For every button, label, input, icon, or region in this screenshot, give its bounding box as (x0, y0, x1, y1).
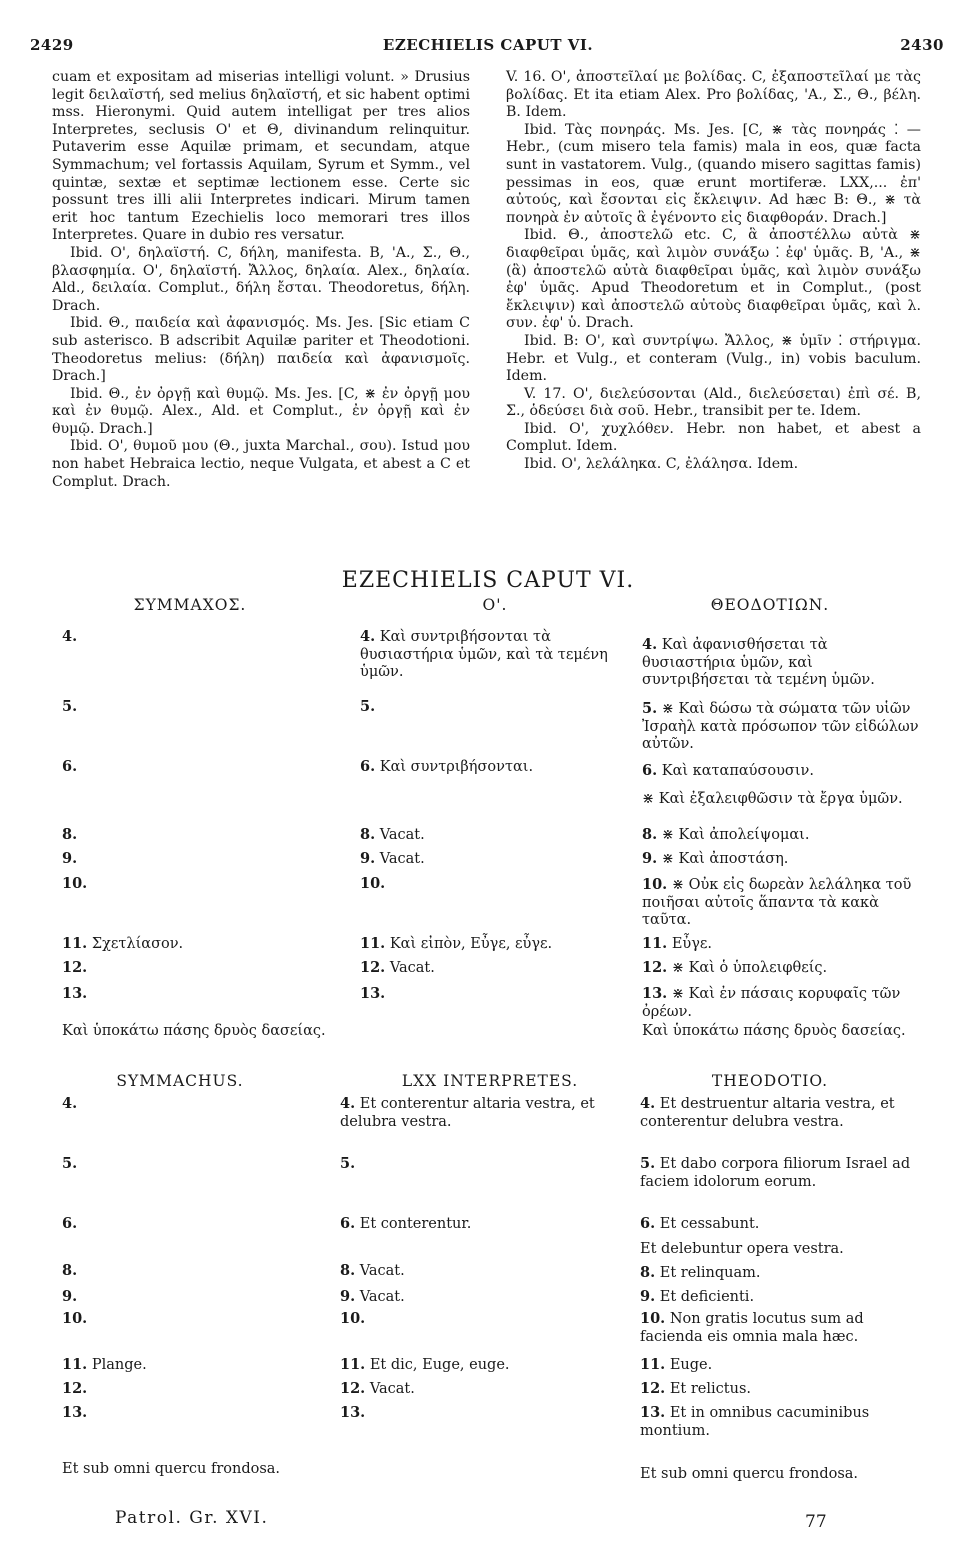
verse-number: 8. (360, 826, 376, 843)
theodotion-verse (640, 1310, 922, 1346)
lxx-verse (340, 1288, 620, 1307)
verse-text: Et dic, Euge, euge. (369, 1357, 510, 1373)
verse-number: 6. (640, 1215, 656, 1232)
symmachus-verse (62, 1262, 342, 1281)
theodotion-verse (640, 1356, 922, 1375)
verse-text: ⋇ Καὶ ἐξαλειφθῶσιν τὰ ἔργα ὑμῶν. (642, 791, 903, 807)
page-number-left: 2429 (30, 36, 74, 54)
lxx-verse (340, 1380, 620, 1399)
verse-number: 5. (642, 700, 658, 717)
theodotion-verse (642, 876, 924, 930)
theodotion-verse (642, 850, 924, 869)
verse-number: 13. (640, 1404, 666, 1421)
note-paragraph: Ibid. B: O', καὶ συντρίψω. Ἄλλος, ⋇ ὑμῖν ⁚ στήριγμα. Hebr. et Vulg., et conteram (Vulg., in) vobis baculum. Idem. (506, 332, 921, 385)
verse-number: 11. (642, 935, 668, 952)
verse-number: 13. (340, 1404, 366, 1421)
verse-text: Vacat. (379, 827, 425, 843)
symmachus-verse (62, 1288, 342, 1307)
symmachus-verse (62, 1022, 330, 1041)
verse-text: Καὶ ὑποκάτω πάσης δρυὸς δασείας. (62, 1023, 326, 1039)
lxx-verse (360, 628, 632, 682)
verse-number: 13. (360, 985, 386, 1002)
verse-text: ⋇ Καὶ ἀποστάση. (661, 851, 789, 867)
verse-text: Εὖγε. (671, 936, 713, 952)
verse-number: 9. (340, 1288, 356, 1305)
lxx-verse (360, 850, 632, 869)
verse-text: ⋇ Καὶ δώσω τὰ σώματα τῶν υἱῶν Ἰσραὴλ κατὰ πρόσωπον τῶν εἰδώλων αὐτῶν. (642, 701, 919, 752)
theodotion-verse (642, 762, 924, 781)
symmachus-verse (62, 935, 330, 954)
symmachus-verse (62, 826, 330, 845)
theodotion-verse (640, 1465, 922, 1484)
verse-text: Et relictus. (669, 1381, 751, 1397)
verse-number: 5. (62, 698, 78, 715)
verse-text: Vacat. (379, 851, 425, 867)
symmachus-verse (62, 1095, 342, 1114)
verse-number: 6. (62, 1215, 78, 1232)
note-paragraph: Ibid. O', δηλαϊστή. C, δήλη, manifesta. B, 'A., Σ., Θ., βλασφημία. O', δηλαϊστή. Ἄλλος, δηλαία. Alex., δηλαία. Ald., δειλαία. Complut., δήλη ἔσται. Theodoretus, δήλη. Drach. (52, 244, 470, 314)
lxx-verse (340, 1095, 620, 1131)
verse-number: 12. (62, 959, 88, 976)
symmachus-verse (62, 959, 330, 978)
verse-text: ⋇ Καὶ ἐν πάσαις κορυφαῖς τῶν ὀρέων. (642, 986, 901, 1020)
verse-text: Vacat. (359, 1263, 405, 1279)
verse-number: 9. (642, 850, 658, 867)
symmachus-verse (62, 1460, 342, 1479)
lxx-verse (340, 1155, 620, 1174)
verse-text: Σχετλίασον. (91, 936, 184, 952)
footer-series: Patrol. Gr. XVI. (115, 1508, 269, 1528)
verse-number: 8. (640, 1264, 656, 1281)
latin-head-theodotion: THEODOTIO. (711, 1072, 829, 1090)
verse-number: 10. (642, 876, 668, 893)
theodotion-verse (642, 636, 924, 690)
theodotion-verse (640, 1288, 922, 1307)
footer-page-number: 77 (805, 1512, 827, 1532)
verse-number: 8. (62, 1262, 78, 1279)
verse-text: Et deficienti. (659, 1289, 755, 1305)
verse-number: 4. (62, 628, 78, 645)
verse-number: 6. (360, 758, 376, 775)
greek-head-theodotion: ΘΕΟΔΟΤΙΩΝ. (710, 596, 830, 614)
verse-text: Et dabo corpora filiorum Israel ad faciem idolorum eorum. (640, 1156, 911, 1190)
verse-text: ⋇ Οὐκ εἰς δωρεὰν λελάληκα τοῦ ποιῆσαι αὐτοῖς ἅπαντα τὰ κακὰ ταῦτα. (642, 877, 912, 928)
symmachus-verse (62, 1404, 342, 1423)
verse-number: 11. (640, 1356, 666, 1373)
verse-number: 8. (642, 826, 658, 843)
verse-number: 8. (340, 1262, 356, 1279)
verse-number: 11. (360, 935, 386, 952)
theodotion-verse (642, 935, 924, 954)
verse-text: ⋇ Καὶ ὁ ὑπολειφθείς. (671, 960, 828, 976)
verse-number: 10. (340, 1310, 366, 1327)
theodotion-verse (640, 1095, 922, 1131)
verse-number: 10. (360, 875, 386, 892)
lxx-verse (360, 959, 632, 978)
verse-number: 11. (62, 935, 88, 952)
verse-text: Et sub omni quercu frondosa. (62, 1461, 281, 1477)
verse-text: Et conterentur. (359, 1216, 472, 1232)
note-paragraph: Ibid. Θ., ἀποστελῶ etc. C, ἃ ἀποστέλλω αὐτὰ ⋇ διαφθεῖραι ὑμᾶς, καὶ λιμὸν συνάξω ⁚ ἐφ' ὑμᾶς. B, 'A., ⋇ (ἃ) ἀποστελῶ αὐτὰ διαφθεῖραι ὑμᾶς, καὶ λιμὸν συνάξω ἐφ' ὑμᾶς. Apud Theodoretum et in Complut., (post ἔκλειψιν) καὶ ἀποστελῶ αὐτοὺς διαφθεῖραι ὑμᾶς, καὶ λ. συν. ἐφ' ὑ. Drach. (506, 227, 921, 332)
latin-head-lxx: LXX INTERPRETES. (401, 1072, 579, 1090)
greek-head-symmachus: ΣΥΜΜΑΧΟΣ. (133, 596, 247, 614)
verse-text: Καὶ ὑποκάτω πάσης δρυὸς δασείας. (642, 1023, 906, 1039)
lxx-verse (360, 698, 632, 717)
verse-text: Vacat. (359, 1289, 405, 1305)
verse-number: 12. (360, 959, 386, 976)
lxx-verse (340, 1356, 620, 1375)
note-paragraph: V. 17. O', διελεύσονται (Ald., διελεύσεται) ἐπὶ σέ. B, Σ., ὁδεύσει διὰ σοῦ. Hebr., transibit per te. Idem. (506, 385, 921, 420)
verse-number: 6. (340, 1215, 356, 1232)
verse-number: 4. (62, 1095, 78, 1112)
theodotion-verse (640, 1240, 922, 1259)
verse-text: Vacat. (389, 960, 435, 976)
verse-number: 11. (62, 1356, 88, 1373)
verse-text: Euge. (669, 1357, 713, 1373)
running-title: EZECHIELIS CAPUT VI. (382, 36, 594, 54)
verse-text: Et in omnibus cacuminibus montium. (640, 1405, 870, 1439)
theodotion-verse (640, 1404, 922, 1440)
verse-number: 10. (62, 1310, 88, 1327)
symmachus-verse (62, 875, 330, 894)
verse-number: 4. (640, 1095, 656, 1112)
verse-text: Non gratis locutus sum ad facienda eis omnia mala hæc. (640, 1311, 864, 1345)
verse-text: Καὶ καταπαύσουσιν. (661, 763, 814, 779)
notes-right-column (506, 69, 921, 474)
theodotion-verse (640, 1264, 922, 1283)
symmachus-verse (62, 628, 330, 647)
symmachus-verse (62, 1215, 342, 1234)
symmachus-verse (62, 985, 330, 1004)
lxx-verse (340, 1310, 620, 1329)
lxx-verse (360, 758, 632, 777)
verse-number: 12. (642, 959, 668, 976)
theodotion-verse (640, 1155, 922, 1191)
lxx-verse (360, 826, 632, 845)
verse-number: 4. (360, 628, 376, 645)
lxx-verse (360, 875, 632, 894)
symmachus-verse (62, 1380, 342, 1399)
note-paragraph: cuam et expositam ad miserias intelligi volunt. » Drusius legit δειλαϊστή, sed melius δηλαϊστή, et sic habent optimi mss. Hieronymi. Quid autem intelligat per tres alios Interpretes, seclusis O' et Θ, divinandum relinquitur. Putaverim esse Aquilæ primam, et secundam, atque Symmachum; vel fortassis Aquilam, Syrum et Symm., vel quintæ, sextæ et septimæ lectionem esse. Certe sic possunt tres illi alii Interpretes indicari. Mirum tamen erit hoc tantum Ezechielis loco memorari tres illos Interpretes. Quare in dubio res versatur. (52, 69, 470, 244)
verse-text: Καὶ συντριβήσονται τὰ θυσιαστήρια ὑμῶν, καὶ τὰ τεμένη ὑμῶν. (360, 629, 608, 680)
note-paragraph: Ibid. Θ., ἐν ὀργῇ καὶ θυμῷ. Ms. Jes. [C, ⋇ ἐν ὀργῇ μου καὶ ἐν θυμῷ. Alex., Ald. et Complut., ἐν ὀργῇ καὶ ἐν θυμῷ. Drach.] (52, 385, 470, 437)
verse-number: 13. (62, 985, 88, 1002)
verse-text: Et relinquam. (659, 1265, 761, 1281)
chapter-title: EZECHIELIS CAPUT VI. (341, 568, 635, 593)
lxx-verse (340, 1404, 620, 1423)
verse-text: Καὶ ἀφανισθήσεται τὰ θυσιαστήρια ὑμῶν, καὶ συντριβήσεται τὰ τεμένη ὑμῶν. (642, 637, 875, 688)
theodotion-verse (642, 826, 924, 845)
verse-number: 8. (62, 826, 78, 843)
symmachus-verse (62, 1310, 342, 1329)
lxx-verse (340, 1262, 620, 1281)
symmachus-verse (62, 698, 330, 717)
symmachus-verse (62, 850, 330, 869)
verse-text: Et conterentur altaria vestra, et delubra vestra. (340, 1096, 595, 1130)
verse-text: Et delebuntur opera vestra. (640, 1241, 844, 1257)
note-paragraph: Ibid. Τὰς πονηράς. Ms. Jes. [C, ⋇ τὰς πονηράς ⁚ —Hebr., (cum misero tela famis) mala in eos, quæ facta sunt in vastatorem. Vulg., (quando misero sagittas famis) pessimas in eos, quæ erunt mortiferæ. LXX,... ἐπ' αὐτούς, καὶ ἔσονται εἰς ἔκλειψιν. Ad hæc B: Θ., ⋇ τὰ πονηρὰ ἐν αὐτοῖς ἃ ἐγένοντο εἰς διαφθοράν. Drach.] (506, 121, 921, 226)
lxx-verse (360, 935, 632, 954)
note-paragraph: Ibid. O', θυμοῦ μου (Θ., juxta Marchal., σου). Istud μου non habet Hebraica lectio, neque Vulgata, et abest a C et Complut. Drach. (52, 438, 470, 490)
verse-number: 4. (340, 1095, 356, 1112)
verse-text: Vacat. (369, 1381, 415, 1397)
greek-head-lxx: Ο'. (482, 596, 508, 614)
verse-text: Et sub omni quercu frondosa. (640, 1466, 859, 1482)
verse-number: 12. (640, 1380, 666, 1397)
theodotion-verse (642, 985, 924, 1021)
verse-number: 10. (62, 875, 88, 892)
verse-number: 5. (360, 698, 376, 715)
latin-head-symmachus: SYMMACHUS. (116, 1072, 244, 1090)
verse-number: 5. (640, 1155, 656, 1172)
lxx-verse (360, 985, 632, 1004)
verse-text: Et cessabunt. (659, 1216, 760, 1232)
note-paragraph: Ibid. O', λελάληκα. C, ἐλάλησα. Idem. (524, 456, 799, 473)
symmachus-verse (62, 758, 330, 777)
verse-number: 4. (642, 636, 658, 653)
notes-left-column (52, 69, 470, 491)
note-paragraph: Ibid. Θ., παιδεία καὶ ἀφανισμός. Ms. Jes. [Sic etiam C sub asterisco. B adscribit Aquilæ pariter et Theodotioni. Theodoretus melius: (δήλη) παιδεία καὶ ἀφανισμοῖς. Drach.] (52, 315, 470, 385)
verse-text: ⋇ Καὶ ἀπολείψομαι. (661, 827, 810, 843)
theodotion-verse (640, 1215, 922, 1234)
verse-text: Καὶ εἰπὸν, Εὖγε, εὖγε. (389, 936, 553, 952)
verse-number: 11. (340, 1356, 366, 1373)
verse-number: 5. (340, 1155, 356, 1172)
verse-text: Καὶ συντριβήσονται. (379, 759, 534, 775)
verse-number: 9. (360, 850, 376, 867)
verse-number: 9. (640, 1288, 656, 1305)
verse-number: 5. (62, 1155, 78, 1172)
verse-number: 12. (340, 1380, 366, 1397)
symmachus-verse (62, 1356, 342, 1375)
verse-text: Plange. (91, 1357, 147, 1373)
verse-number: 6. (642, 762, 658, 779)
verse-number: 9. (62, 850, 78, 867)
symmachus-verse (62, 1155, 342, 1174)
lxx-verse (340, 1215, 620, 1234)
page-number-right: 2430 (900, 36, 944, 54)
theodotion-verse (642, 959, 924, 978)
theodotion-verse (642, 790, 924, 809)
theodotion-verse (640, 1380, 922, 1399)
theodotion-verse (642, 1022, 924, 1041)
verse-number: 13. (642, 985, 668, 1002)
verse-number: 6. (62, 758, 78, 775)
theodotion-verse (642, 700, 924, 754)
verse-number: 10. (640, 1310, 666, 1327)
verse-number: 13. (62, 1404, 88, 1421)
verse-number: 9. (62, 1288, 78, 1305)
note-paragraph: V. 16. O', ἀποστεῖλαί με βολίδας. C, ἐξαποστεῖλαί με τὰς βολίδας. Et ita etiam Alex. Pro βολίδας, 'A., Σ., Θ., βέλη. B. Idem. (506, 69, 921, 121)
verse-text: Et destruentur altaria vestra, et conterentur delubra vestra. (640, 1096, 895, 1130)
verse-number: 12. (62, 1380, 88, 1397)
note-paragraph: Ibid. O', χυχλόθεν. Hebr. non habet, et abest a Complut. Idem. (506, 420, 921, 455)
